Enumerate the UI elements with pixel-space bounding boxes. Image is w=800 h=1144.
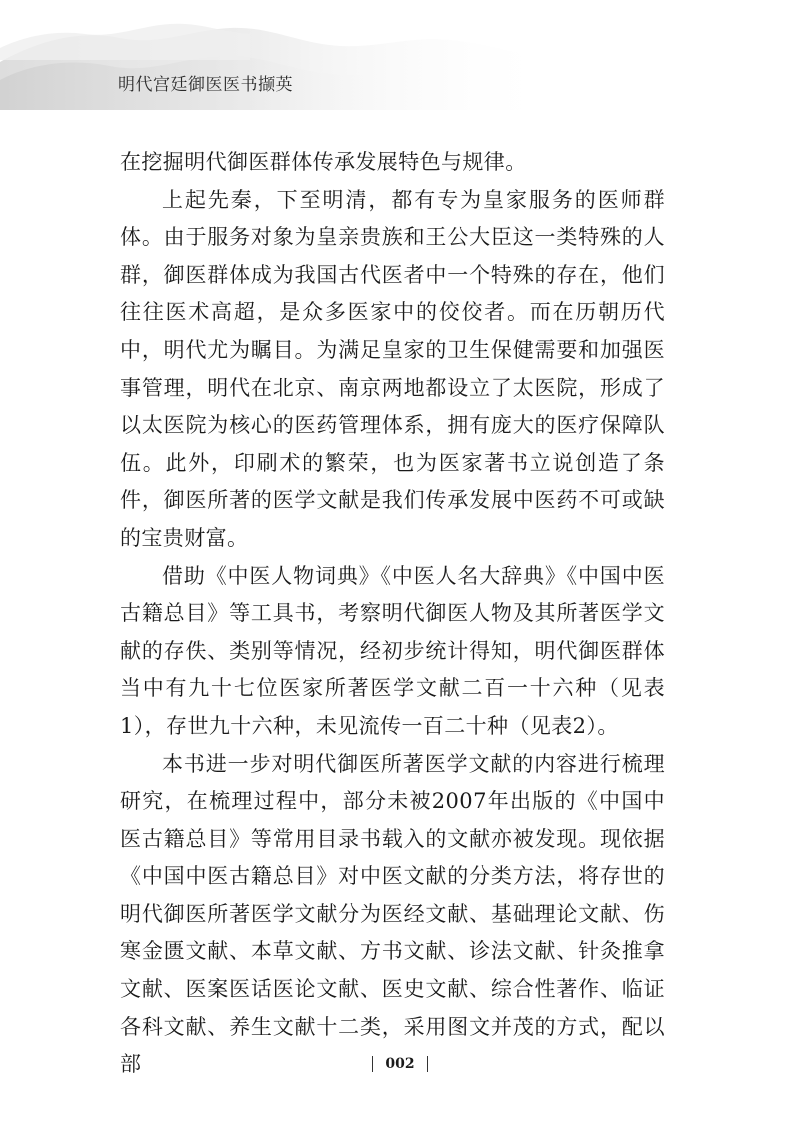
ink-wash-mountain-decoration	[0, 0, 800, 120]
paragraph: 上起先秦，下至明清，都有专为皇家服务的医师群体。由于服务对象为皇亲贵族和王公大臣这一类特殊的人群，御医群体成为我国古代医者中一个特殊的存在，他们往往医术高超，是众多医家中的佼佼者。而在历朝历代中，明代尤为瞩目。为满足皇家的卫生保健需要和加强医事管理，明代在北京、南京两地都设立了太医院，形成了以太医院为核心的医药管理体系，拥有庞大的医疗保障队伍。此外，印刷术的繁荣，也为医家著书立说创造了条件，御医所著的医学文献是我们传承发展中医药不可或缺的宝贵财富。	[120, 187, 665, 550]
page-number-footer	[0, 1056, 800, 1072]
paragraph-continued: 在挖掘明代御医群体传承发展特色与规律。	[120, 150, 527, 174]
folio-left-rule	[372, 1056, 373, 1072]
body-text	[120, 144, 665, 1084]
running-title: 明代宫廷御医医书撷英	[118, 75, 293, 95]
paragraph: 本书进一步对明代御医所著医学文献的内容进行梳理研究，在梳理过程中，部分未被2007年出版的《中国中医古籍总目》等常用目录书载入的文献亦被发现。现依据《中国中医古籍总目》对中医文献的分类方法，将存世的明代御医所著医学文献分为医经文献、基础理论文献、伤寒金匮文献、本草文献、方书文献、诊法文献、针灸推拿文献、医案医话医论文献、医史文献、综合性著作、临证各科文献、养生文献十二类，采用图文并茂的方式，配以部	[120, 751, 665, 1077]
page-number: 002	[385, 1056, 415, 1072]
folio-right-rule	[427, 1056, 428, 1072]
paragraph: 借助《中医人物词典》《中医人名大辞典》《中国中医古籍总目》等工具书，考察明代御医人物及其所著医学文献的存佚、类别等情况，经初步统计得知，明代御医群体当中有九十七位医家所著医学文献二百一十六种（见表1），存世九十六种，未见流传一百二十种（见表2）。	[120, 563, 665, 738]
header-decoration	[0, 0, 800, 120]
